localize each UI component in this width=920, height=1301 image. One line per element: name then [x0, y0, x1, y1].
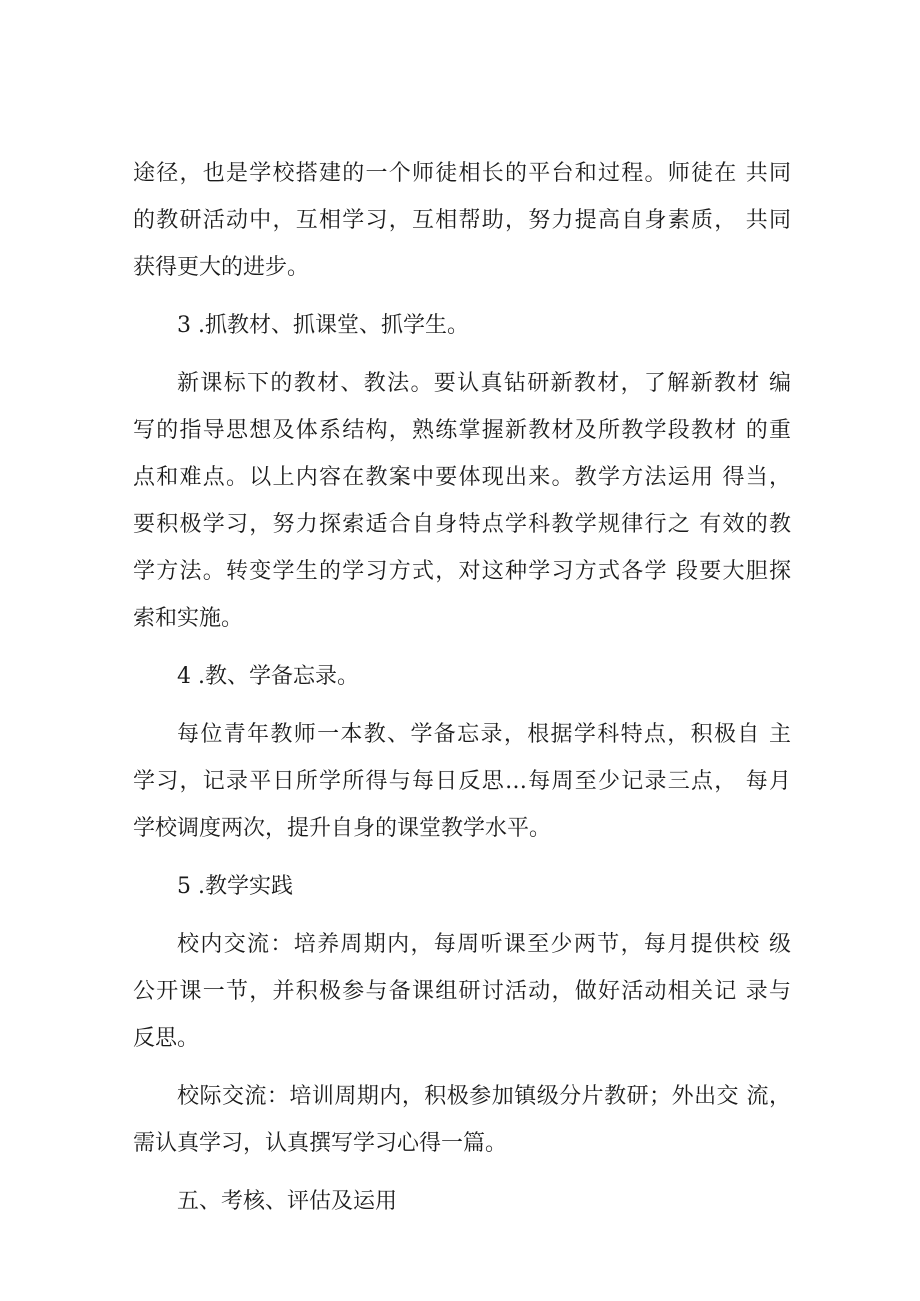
section-heading-4: 4 .教、学备忘录。 [177, 664, 359, 689]
text-line: 反思。 [133, 1026, 200, 1051]
document-body [133, 150, 791, 1236]
text-line: 每位青年教师一本教、学备忘录，根据学科特点，积极自 主 [177, 722, 791, 747]
text-line: 新课标下的教材、教法。要认真钻研新教材，了解新教材 编 [177, 371, 791, 396]
paragraph-external-exchange [133, 1073, 791, 1167]
text-line: 途径，也是学校搭建的一个师徒相长的平台和过程。师徒在 共同 [133, 161, 791, 186]
paragraph-textbook-method [133, 360, 791, 642]
paragraph-memo [133, 711, 791, 852]
text-line: 点和难点。以上内容在教案中要体现出来。教学方法运用 得当， [133, 465, 791, 490]
text-line: 学校调度两次，提升自身的课堂教学水平。 [133, 816, 552, 841]
text-line: 校内交流：培养周期内，每周听课至少两节，每月提供校 级 [177, 932, 791, 957]
paragraph-internal-exchange [133, 921, 791, 1062]
text-line: 要积极学习，努力探索适合自身特点学科教学规律行之 有效的教 [133, 512, 791, 537]
text-line: 学方法。转变学生的学习方式，对这种学习方式各学 段要大胆探 [133, 559, 791, 584]
text-line: 的教研活动中，互相学习，互相帮助，努力提高自身素质， 共同 [133, 208, 791, 233]
text-line: 学习，记录平日所学所得与每日反思…每周至少记录三点， 每月 [133, 769, 791, 794]
section-heading-5: 5 .教学实践 [177, 874, 293, 899]
text-line: 获得更大的进步。 [133, 255, 310, 280]
text-line: 需认真学习，认真撰写学习心得一篇。 [133, 1131, 508, 1156]
text-line: 写的指导思想及体系结构，熟练掌握新教材及所教学段教材 的重 [133, 418, 791, 443]
section-heading-five: 五、考核、评估及运用 [177, 1189, 398, 1214]
paragraph-mentorship [133, 150, 791, 291]
text-line: 索和实施。 [133, 606, 244, 631]
section-heading-3: 3 .抓教材、抓课堂、抓学生。 [177, 313, 469, 338]
text-line: 校际交流：培训周期内，积极参加镇级分片教研；外出交 流， [177, 1084, 791, 1109]
text-line: 公开课一节，并积极参与备课组研讨活动，做好活动相关记 录与 [133, 979, 791, 1004]
